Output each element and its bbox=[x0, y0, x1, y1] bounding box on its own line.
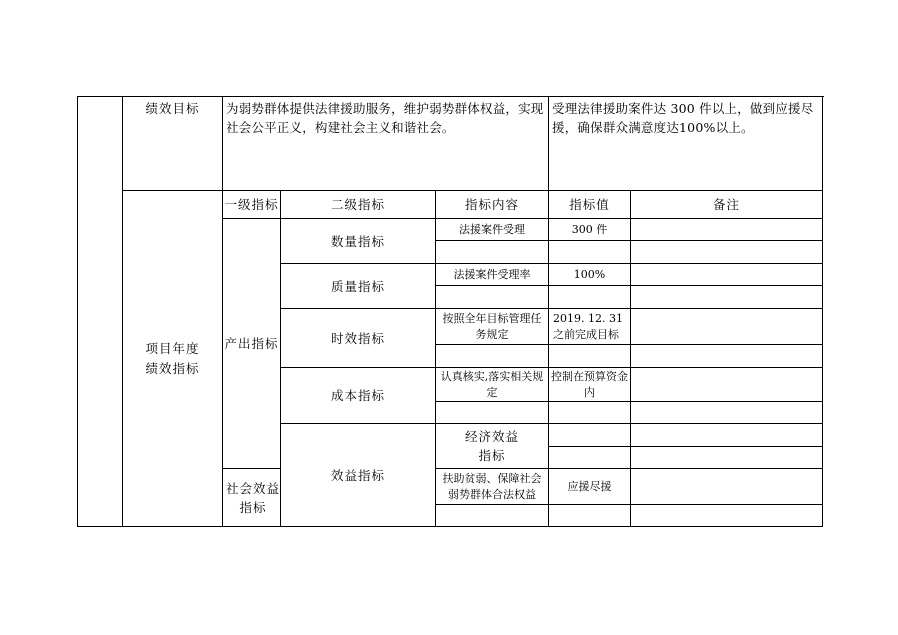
empty-cell bbox=[549, 345, 631, 368]
goal-row bbox=[78, 97, 823, 191]
cost-content: 认真核实,落实相关规定 bbox=[436, 368, 549, 402]
quality-value: 100% bbox=[549, 264, 631, 286]
cost-value: 控制在预算资金内 bbox=[549, 368, 631, 402]
social-indicator-label: 社会效益指标 bbox=[223, 469, 281, 527]
annual-indicators-label: 项目年度绩效指标 bbox=[123, 191, 223, 527]
timeliness-value: 2019. 12. 31 之前完成目标 bbox=[549, 309, 631, 345]
empty-cell bbox=[631, 286, 823, 309]
empty-cell bbox=[436, 286, 549, 309]
empty-cell bbox=[549, 447, 631, 469]
timeliness-remark bbox=[631, 309, 823, 345]
header-value: 指标值 bbox=[549, 191, 631, 219]
cost-remark bbox=[631, 368, 823, 402]
empty-cell bbox=[549, 286, 631, 309]
performance-table bbox=[77, 96, 823, 527]
empty-cell bbox=[436, 505, 549, 527]
quality-content: 法援案件受理率 bbox=[436, 264, 549, 286]
quantity-indicator-label: 数量指标 bbox=[281, 219, 436, 264]
header-content: 指标内容 bbox=[436, 191, 549, 219]
empty-cell bbox=[549, 241, 631, 264]
empty-cell bbox=[436, 402, 549, 424]
empty-cell bbox=[631, 402, 823, 424]
timeliness-indicator-label: 时效指标 bbox=[281, 309, 436, 368]
quantity-content: 法援案件受理 bbox=[436, 219, 549, 241]
empty-cell bbox=[436, 345, 549, 368]
quantity-remark bbox=[631, 219, 823, 241]
cost-indicator-label: 成本指标 bbox=[281, 368, 436, 424]
goal-long-term: 为弱势群体提供法律援助服务，维护弱势群体权益，实现社会公平正义，构建社会主义和谐社会。 bbox=[223, 97, 549, 191]
empty-cell bbox=[631, 447, 823, 469]
header-remark: 备注 bbox=[631, 191, 823, 219]
goal-label: 绩效目标 bbox=[123, 97, 223, 191]
empty-cell bbox=[436, 241, 549, 264]
quality-remark bbox=[631, 264, 823, 286]
empty-cell bbox=[631, 345, 823, 368]
output-indicators-label: 产出指标 bbox=[223, 219, 281, 469]
social-remark bbox=[631, 469, 823, 505]
economic-content bbox=[549, 424, 631, 447]
economic-value bbox=[631, 424, 823, 447]
empty-cell bbox=[549, 402, 631, 424]
empty-cell bbox=[549, 505, 631, 527]
left-margin-cell bbox=[78, 97, 123, 527]
header-level1: 一级指标 bbox=[223, 191, 281, 219]
header-level2: 二级指标 bbox=[281, 191, 436, 219]
benefit-indicators-label: 效益指标 bbox=[281, 424, 436, 527]
indicator-header-row bbox=[78, 191, 823, 219]
empty-cell bbox=[631, 241, 823, 264]
social-value: 应援尽援 bbox=[549, 469, 631, 505]
economic-indicator-label: 经济效益指标 bbox=[436, 424, 549, 469]
goal-annual: 受理法律援助案件达 300 件以上，做到应援尽援，确保群众满意度达100%以上。 bbox=[549, 97, 823, 191]
quality-indicator-label: 质量指标 bbox=[281, 264, 436, 309]
empty-cell bbox=[631, 505, 823, 527]
quantity-value: 300 件 bbox=[549, 219, 631, 241]
social-content: 扶助贫弱、保障社会弱势群体合法权益 bbox=[436, 469, 549, 505]
timeliness-content: 按照全年目标管理任务规定 bbox=[436, 309, 549, 345]
